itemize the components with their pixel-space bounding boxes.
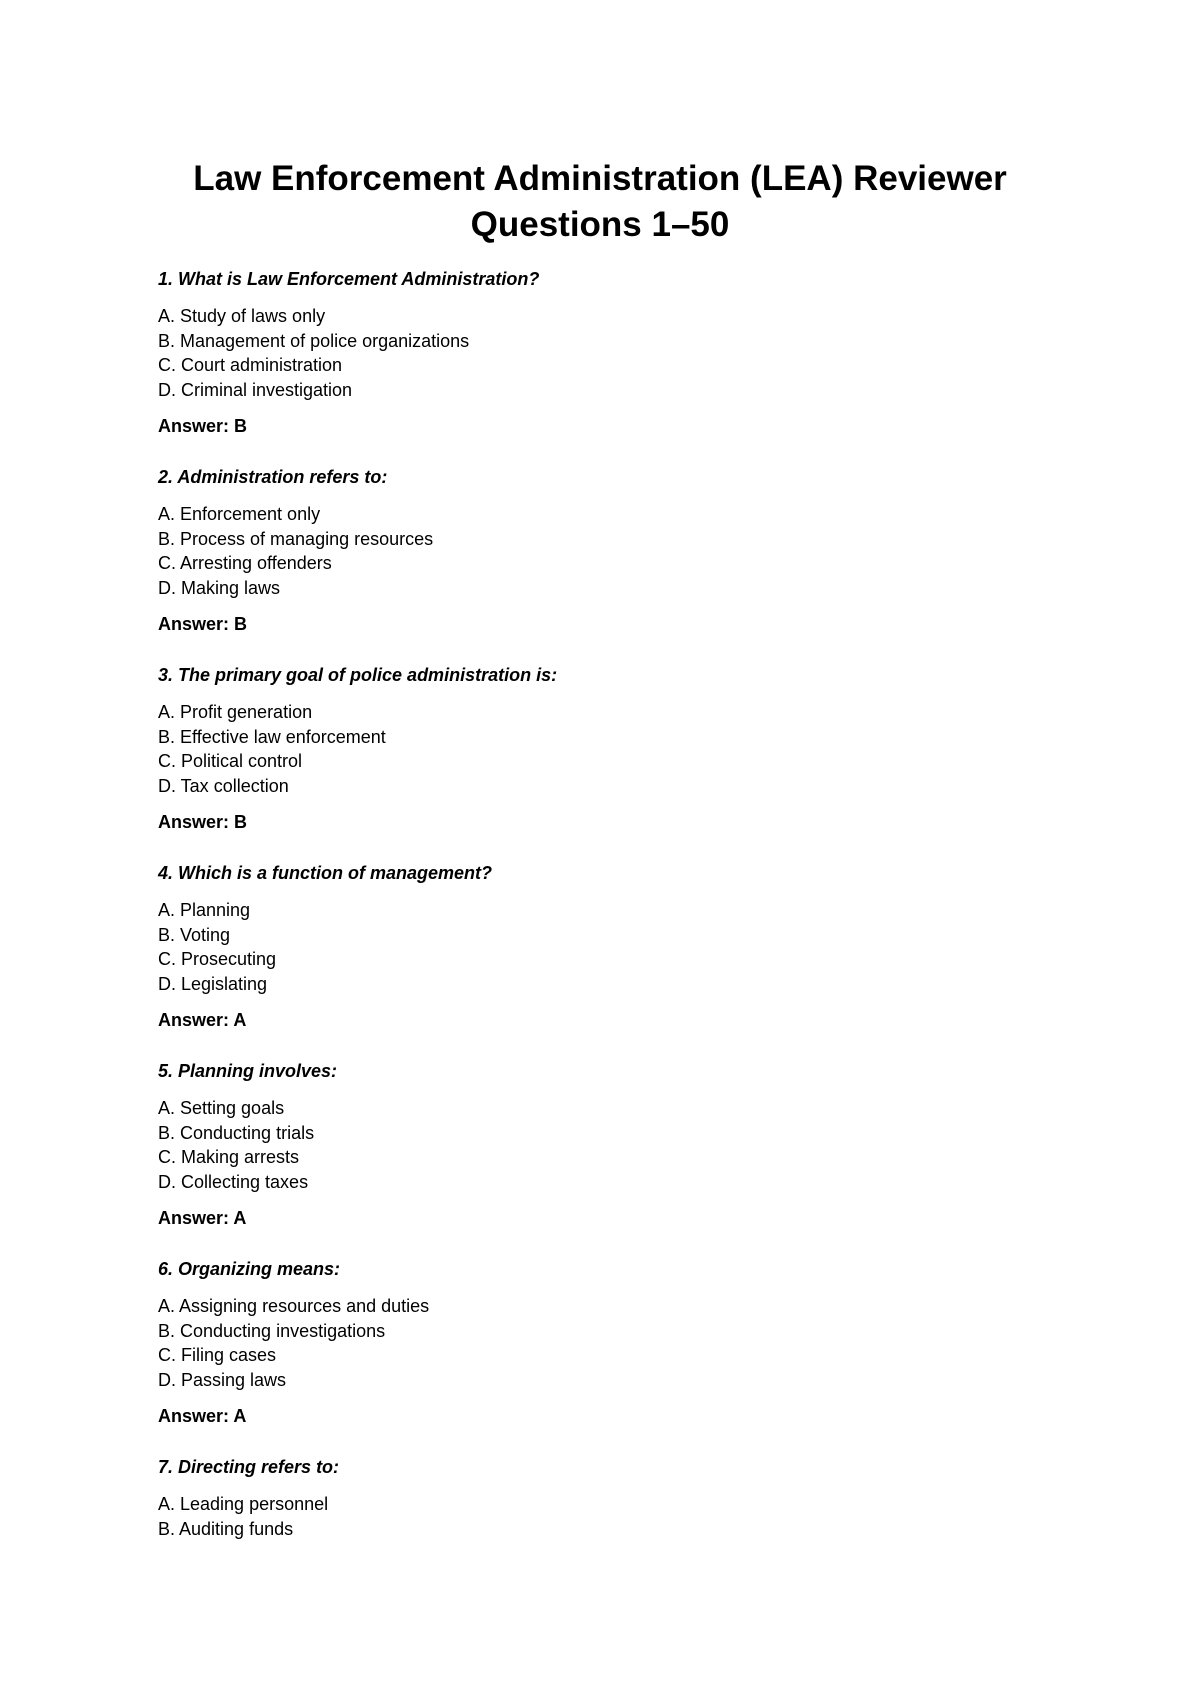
answer-key: Answer: A [158, 1010, 247, 1030]
answer-option: A. Profit generation [158, 702, 313, 722]
option-list [158, 304, 1058, 402]
answer-option: D. Collecting taxes [158, 1171, 309, 1192]
answer-key: Answer: B [158, 416, 248, 436]
answer-option: C. Prosecuting [158, 949, 277, 969]
answer-option: D. Passing laws [158, 1369, 287, 1390]
answer-option: B. Management of police organizations [158, 330, 470, 351]
title-line-1: Law Enforcement Administration (LEA) Reviewer [193, 159, 1007, 198]
answer-option: C. Political control [158, 751, 303, 771]
question-list [158, 268, 1058, 1654]
question-text: 1. What is Law Enforcement Administration? [158, 269, 540, 289]
answer-option: A. Assigning resources and duties [158, 1296, 430, 1316]
question-text: 7. Directing refers to: [158, 1457, 340, 1477]
option-list [158, 1492, 1058, 1541]
question-text: 6. Organizing means: [158, 1259, 341, 1279]
answer-key: Answer: A [158, 1208, 247, 1228]
option-list [158, 1096, 1058, 1194]
answer-option: D. Making laws [158, 577, 281, 598]
answer-option: D. Legislating [158, 973, 268, 994]
document-title [0, 156, 1200, 248]
option-list [158, 700, 1058, 798]
title-line-2: Questions 1–50 [470, 205, 730, 244]
question-text: 4. Which is a function of management? [158, 863, 493, 883]
answer-key: Answer: B [158, 614, 248, 634]
answer-option: A. Leading personnel [158, 1494, 329, 1514]
answer-option: C. Arresting offenders [158, 553, 332, 573]
question-block [158, 466, 1058, 664]
answer-option: A. Enforcement only [158, 504, 321, 524]
answer-option: B. Conducting investigations [158, 1320, 386, 1341]
answer-key: Answer: B [158, 812, 248, 832]
question-block [158, 1258, 1058, 1456]
question-text: 5. Planning involves: [158, 1061, 338, 1081]
answer-option: C. Court administration [158, 355, 343, 375]
answer-option: B. Voting [158, 924, 231, 945]
option-list [158, 1294, 1058, 1392]
answer-option: B. Process of managing resources [158, 528, 434, 549]
answer-option: C. Making arrests [158, 1147, 300, 1167]
question-text: 3. The primary goal of police administration is: [158, 665, 558, 685]
answer-option: B. Auditing funds [158, 1518, 294, 1539]
question-text: 2. Administration refers to: [158, 467, 388, 487]
question-block [158, 664, 1058, 862]
answer-option: A. Study of laws only [158, 306, 326, 326]
question-block [158, 1060, 1058, 1258]
question-block [158, 1456, 1058, 1654]
answer-option: D. Tax collection [158, 775, 289, 796]
question-block [158, 268, 1058, 466]
option-list [158, 898, 1058, 996]
answer-option: B. Conducting trials [158, 1122, 315, 1143]
answer-option: D. Criminal investigation [158, 379, 353, 400]
answer-option: A. Setting goals [158, 1098, 285, 1118]
answer-key: Answer: A [158, 1406, 247, 1426]
answer-option: C. Filing cases [158, 1345, 277, 1365]
answer-option: A. Planning [158, 900, 251, 920]
question-block [158, 862, 1058, 1060]
option-list [158, 502, 1058, 600]
answer-option: B. Effective law enforcement [158, 726, 386, 747]
